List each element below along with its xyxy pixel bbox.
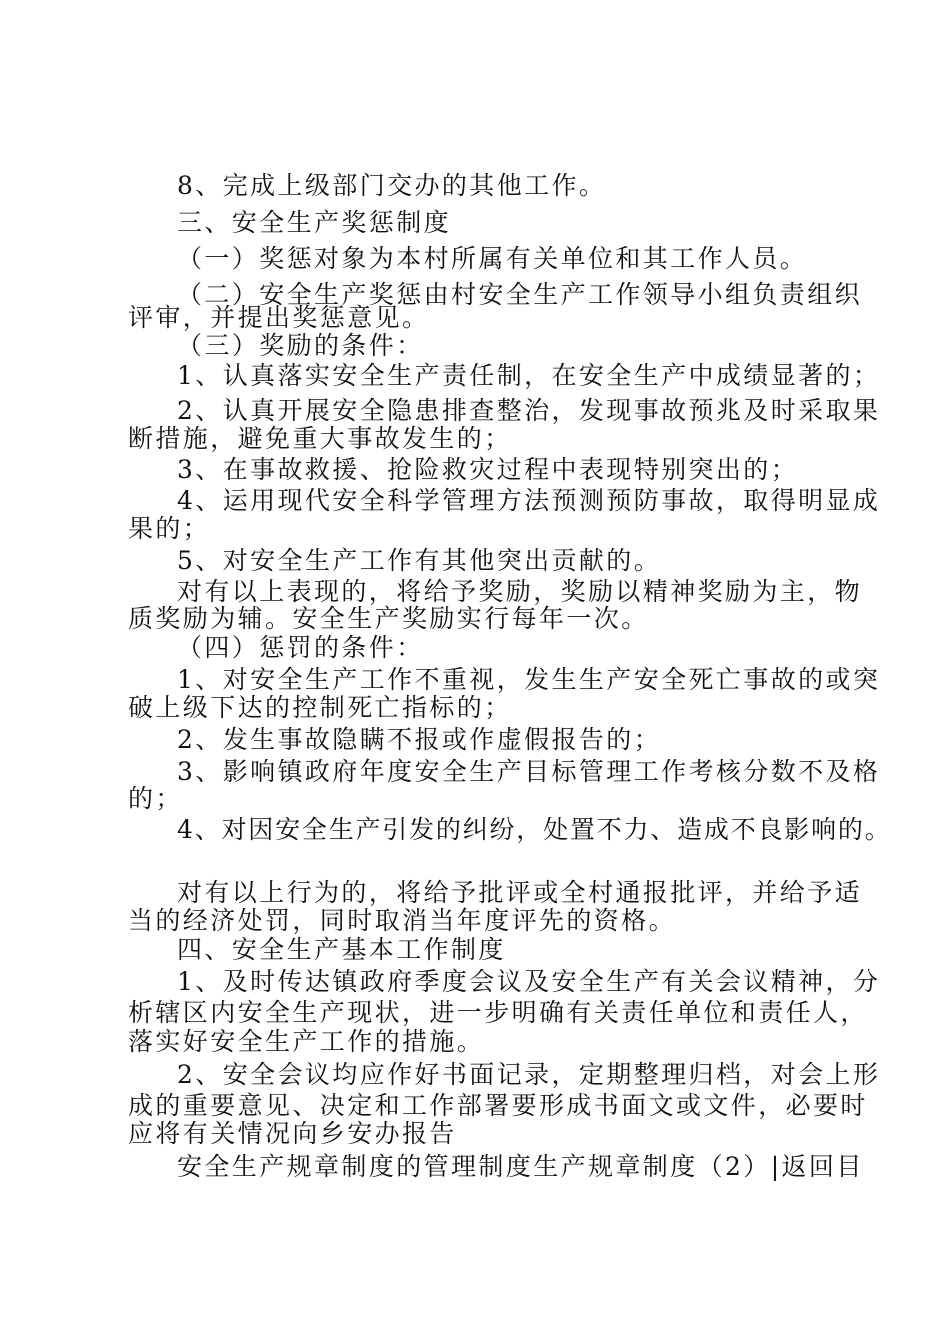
paragraph-line: 质奖励为辅。安全生产奖励实行每年一次。 [128, 604, 649, 633]
list-item: 果的； [128, 514, 211, 543]
paragraph-line: （二）安全生产奖惩由村安全生产工作领导小组负责组织 [177, 280, 863, 309]
list-item: 成的重要意见、决定和工作部署要形成书面文或文件，必要时 [128, 1091, 868, 1120]
list-item: 5、对安全生产工作有其他突出贡献的。 [177, 546, 662, 575]
list-item: 断措施，避免重大事故发生的； [128, 424, 512, 453]
paragraph-line: 对有以上表现的，将给予奖励，奖励以精神奖励为主，物 [177, 577, 863, 606]
list-item: 2、认真开展安全隐患排查整治，发现事故预兆及时采取果 [177, 396, 881, 425]
list-item: 3、影响镇政府年度安全生产目标管理工作考核分数不及格 [177, 757, 881, 786]
list-item: 1、认真落实安全生产责任制，在安全生产中成绩显著的； [177, 361, 881, 390]
list-item: 2、发生事故隐瞒不报或作虚假报告的； [177, 725, 662, 754]
subsection-heading: （三）奖励的条件： [177, 331, 424, 360]
list-item: 应将有关情况向乡安办报告 [128, 1119, 457, 1148]
list-item: 4、对因安全生产引发的纠纷，处置不力、造成不良影响的。 [177, 815, 892, 844]
list-item: 4、运用现代安全科学管理方法预测预防事故，取得明显成 [177, 486, 881, 515]
paragraph-line: 8、完成上级部门交办的其他工作。 [177, 171, 607, 200]
section-heading: 四、安全生产基本工作制度 [177, 935, 506, 964]
list-item: 破上级下达的控制死亡指标的； [128, 693, 512, 722]
list-item: 1、及时传达镇政府季度会议及安全生产有关会议精神，分 [177, 967, 881, 996]
paragraph-line: 评审，并提出奖惩意见。 [128, 303, 430, 332]
section-heading: 三、安全生产奖惩制度 [177, 208, 452, 237]
list-item: 落实好安全生产工作的措施。 [128, 1027, 485, 1056]
paragraph-line: 当的经济处罚，同时取消当年度评先的资格。 [128, 906, 677, 935]
subsection-heading: （四）惩罚的条件： [177, 633, 424, 662]
footer-link-line[interactable]: 安全生产规章制度的管理制度生产规章制度（2）|返回目 [177, 1152, 864, 1181]
list-item: 1、对安全生产工作不重视，发生生产安全死亡事故的或突 [177, 665, 881, 694]
list-item: 2、安全会议均应作好书面记录，定期整理归档，对会上形 [177, 1060, 881, 1089]
list-item: 析辖区内安全生产现状，进一步明确有关责任单位和责任人， [128, 998, 868, 1027]
paragraph-line: 对有以上行为的，将给予批评或全村通报批评，并给予适 [177, 878, 863, 907]
list-item: 3、在事故救援、抢险救灾过程中表现特别突出的； [177, 455, 799, 484]
list-item: 的； [128, 784, 183, 813]
paragraph-line: （一）奖惩对象为本村所属有关单位和其工作人员。 [177, 244, 808, 273]
